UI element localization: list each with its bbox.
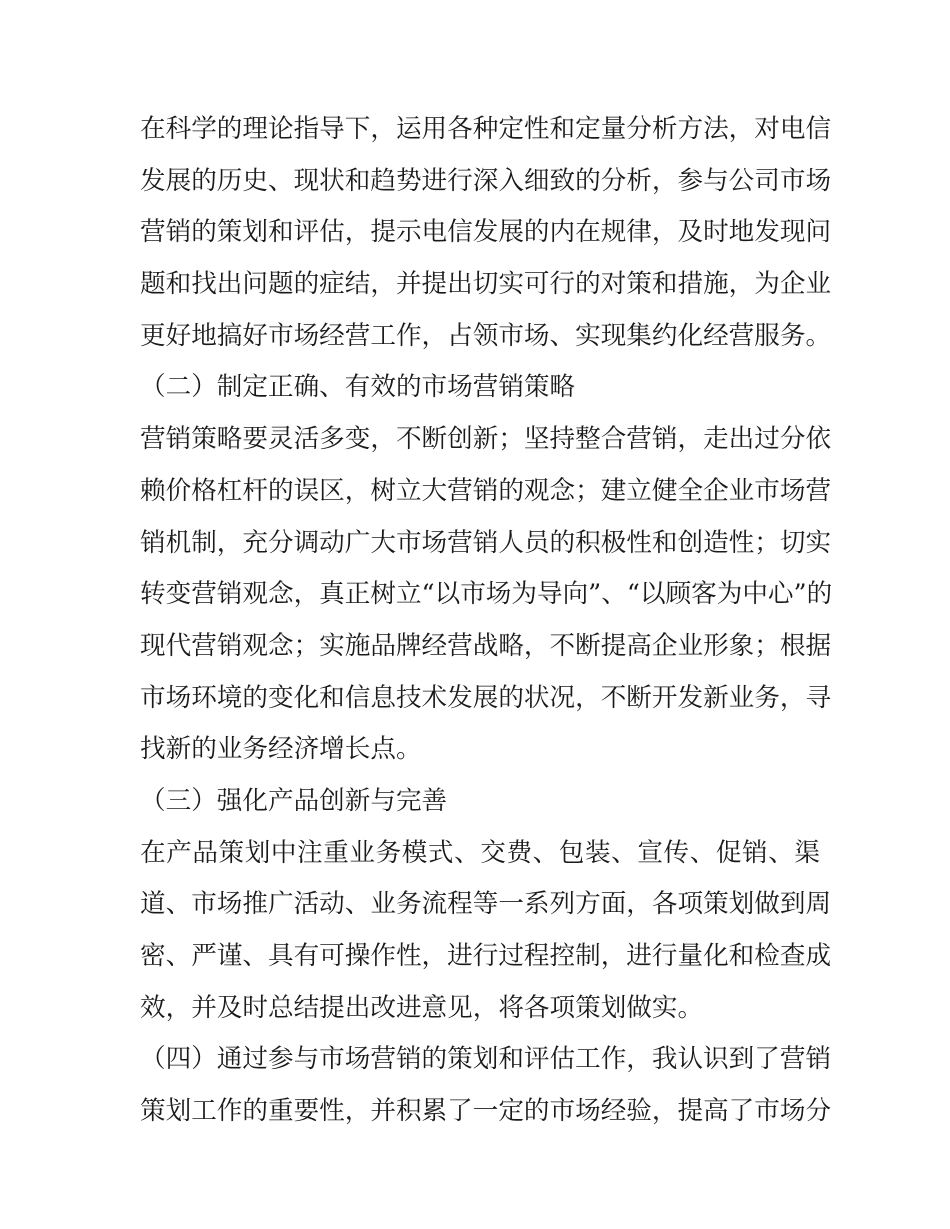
text-line: 找新的业务经济增长点。 xyxy=(140,734,422,765)
text-line: 营销的策划和评估，提示电信发展的内在规律，及时地发现问 xyxy=(140,217,832,248)
text-line: （三）强化产品创新与完善 xyxy=(140,785,448,816)
text-line: 销机制，充分调动广大市场营销人员的积极性和创造性；切实 xyxy=(140,527,832,558)
text-line: 现代营销观念；实施品牌经营战略，不断提高企业形象；根据 xyxy=(140,630,832,661)
text-line: （四）通过参与市场营销的策划和评估工作，我认识到了营销 xyxy=(140,1044,832,1075)
text-line: 市场环境的变化和信息技术发展的状况，不断开发新业务，寻 xyxy=(140,682,832,713)
text-line: 策划工作的重要性，并积累了一定的市场经验，提高了市场分 xyxy=(140,1096,832,1127)
text-line: 道、市场推广活动、业务流程等一系列方面，各项策划做到周 xyxy=(140,889,832,920)
text-line: 赖价格杠杆的误区，树立大营销的观念；建立健全企业市场营 xyxy=(140,475,832,506)
text-line: 更好地搞好市场经营工作，占领市场、实现集约化经营服务。 xyxy=(140,320,832,351)
text-line: 在科学的理论指导下，运用各种定性和定量分析方法，对电信 xyxy=(140,114,832,144)
text-line: 转变营销观念，真正树立“以市场为导向”、“以顾客为中心”的 xyxy=(140,579,833,610)
text-line: 效，并及时总结提出改进意见，将各项策划做实。 xyxy=(140,992,704,1023)
text-line: （二）制定正确、有效的市场营销策略 xyxy=(140,372,576,403)
document-body xyxy=(140,104,833,1138)
text-line: 在产品策划中注重业务模式、交费、包装、宣传、促销、渠 xyxy=(140,837,820,868)
text-line: 题和找出问题的症结，并提出切实可行的对策和措施，为企业 xyxy=(140,269,832,300)
text-line: 密、严谨、具有可操作性，进行过程控制，进行量化和检查成 xyxy=(140,941,832,971)
text-line: 发展的历史、现状和趋势进行深入细致的分析，参与公司市场 xyxy=(140,165,832,196)
text-line: 营销策略要灵活多变，不断创新；坚持整合营销，走出过分依 xyxy=(140,424,832,455)
